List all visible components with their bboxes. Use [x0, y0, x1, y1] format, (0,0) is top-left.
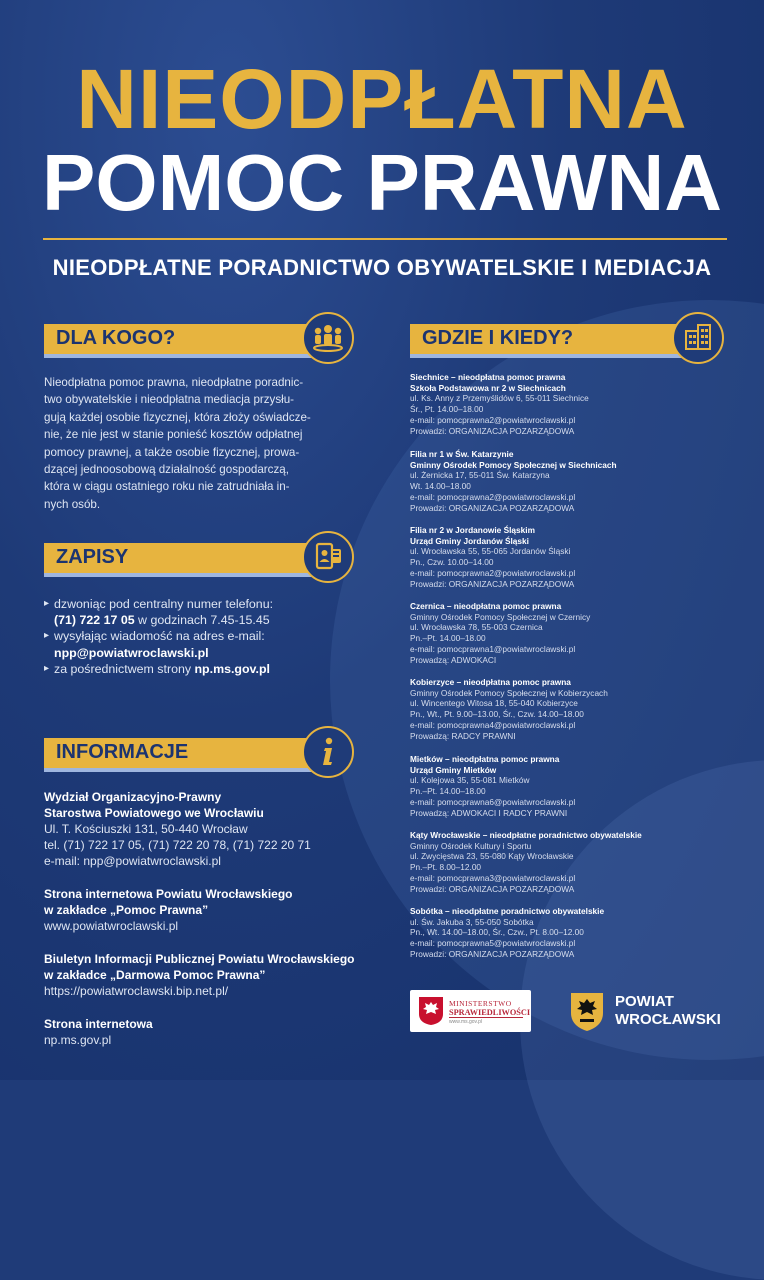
section-gdzie-header [410, 324, 728, 358]
list-item [44, 596, 344, 628]
ministry-name-line1: MINISTERSTWO [449, 999, 512, 1008]
info-url: np.ms.gov.pl [44, 1033, 112, 1047]
location-line: Prowadzi: ORGANIZACJA POZARZĄDOWA [410, 948, 575, 959]
section-title: GDZIE I KIEDY? [422, 327, 574, 349]
location-title: Gminny Ośrodek Pomocy Społecznej w Siechnicach [410, 459, 617, 470]
email-address: npp@powiatwroclawski.pl [54, 645, 209, 660]
location-title: Urząd Gminy Jordanów Śląski [410, 535, 529, 546]
location-sobotka [410, 906, 710, 960]
website-link: np.ms.gov.pl [194, 661, 270, 676]
text: dzwoniąc pod centralny numer telefonu: [54, 597, 274, 611]
location-line: e-mail: pomocprawna4@powiatwroclawski.pl [410, 719, 576, 730]
text: wysyłając wiadomość na adres e-mail: [54, 629, 265, 644]
section-informacje-header [44, 738, 358, 772]
section-title: INFORMACJE [56, 741, 189, 763]
people-group-icon [302, 312, 354, 364]
text-line: pomocy prawnej, a także osobie fizycznej, prowa- [44, 445, 300, 459]
info-title: Strona internetowa [44, 1017, 153, 1031]
info-title: Strona internetowa Powiatu Wrocławskiego [44, 887, 293, 901]
location-title: Filia nr 1 w Św. Katarzynie [410, 449, 514, 459]
location-line: ul. Żernicka 17, 55-011 Św. Katarzyna [410, 470, 550, 481]
location-line: Pn., Czw. 10.00–14.00 [410, 557, 494, 568]
location-line: Prowadzi: ORGANIZACJA POZARZĄDOWA [410, 578, 575, 589]
text: za pośrednictwem strony [54, 661, 195, 676]
location-line: Pn., Wt., Pt. 9.00–13.00, Śr., Czw. 14.00–18.00 [410, 709, 584, 720]
info-title: w zakładce „Pomoc Prawna” [44, 903, 209, 917]
location-title: Kobierzyce – nieodpłatna pomoc prawna [410, 677, 571, 687]
list-item [44, 628, 344, 660]
info-title: Biuletyn Informacji Publicznej Powiatu Wrocławskiego [44, 952, 355, 966]
location-line: Prowadzą: ADWOKACI I RADCY PRAWNI [410, 807, 568, 818]
location-line: e-mail: pomocprawna5@powiatwroclawski.pl [410, 938, 576, 949]
powiat-name-line2: WROCŁAWSKI [615, 1011, 721, 1028]
section-title: ZAPISY [56, 546, 129, 568]
text-line: dzącej jednoosobową działalność gospodarczą, [44, 463, 289, 477]
location-title: Filia nr 2 w Jordanowie Śląskim [410, 525, 535, 535]
location-line: e-mail: pomocprawna6@powiatwroclawski.pl [410, 796, 576, 807]
location-title: Szkoła Podstawowa nr 2 w Siechnicach [410, 382, 566, 393]
info-block-bip [44, 951, 364, 999]
ministry-name-line2: SPRAWIEDLIWOŚCI [449, 1008, 531, 1017]
location-title: Mietków – nieodpłatna pomoc prawna [410, 754, 560, 764]
location-sw-katarzyna [410, 449, 710, 513]
location-title: Czernica – nieodpłatna pomoc prawna [410, 601, 562, 611]
location-jordanow [410, 525, 710, 589]
location-line: ul. Wrocławska 78, 55-003 Czernica [410, 622, 543, 633]
dla-kogo-text [44, 374, 356, 513]
zapisy-list [44, 596, 344, 677]
powiat-crest-icon [570, 992, 604, 1032]
location-line: ul. Wrocławska 55, 55-065 Jordanów Śląski [410, 546, 571, 557]
ministry-of-justice-logo [410, 990, 531, 1032]
powiat-name-line1: POWIAT [615, 993, 674, 1010]
informacje-content [44, 789, 364, 1065]
location-line: Prowadzą: RADCY PRAWNI [410, 730, 516, 741]
info-block-website [44, 886, 364, 934]
location-line: ul. Św. Jakuba 3, 55-050 Sobótka [410, 916, 534, 927]
location-line: e-mail: pomocprawna2@powiatwroclawski.pl [410, 567, 576, 578]
location-line: Gminny Ośrodek Kultury i Sportu [410, 840, 532, 851]
location-line: ul. Kolejowa 35, 55-081 Mietków [410, 775, 530, 786]
info-block-office [44, 789, 364, 869]
location-line: Pn.–Pt. 8.00–12.00 [410, 862, 482, 873]
phone-contact-icon [302, 531, 354, 583]
ministry-url: www.ms.gov.pl [449, 1019, 482, 1025]
buildings-icon [672, 312, 724, 364]
info-title: Starostwa Powiatowego we Wrocławiu [44, 806, 264, 820]
subtitle: NIEODPŁATNE PORADNICTWO OBYWATELSKIE I MEDIACJA [52, 255, 712, 280]
info-icon [302, 726, 354, 778]
powiat-wroclawski-logo [570, 990, 740, 1034]
info-address: Ul. T. Kościuszki 131, 50-440 Wrocław [44, 822, 248, 836]
section-zapisy-header [44, 543, 358, 577]
location-kobierzyce [410, 677, 710, 741]
text-line: nie, że nie jest w stanie ponieść kosztów odpłatnej [44, 428, 303, 442]
title-divider [43, 238, 727, 240]
location-line: e-mail: pomocprawna2@powiatwroclawski.pl [410, 491, 576, 502]
location-line: Wt. 14.00–18.00 [410, 481, 471, 492]
location-katy [410, 830, 710, 894]
location-line: Pn., Wt. 14.00–18.00, Śr., Czw., Pt. 8.00–12.00 [410, 927, 584, 938]
text-line: gują każdej osobie fizycznej, która złoży oświadcze- [44, 410, 311, 424]
ministry-divider [449, 1017, 523, 1018]
list-item [44, 661, 344, 677]
location-title: Sobótka – nieodpłatne poradnictwo obywatelskie [410, 906, 605, 916]
title-line2: POMOC PRAWNA [42, 138, 722, 227]
polish-eagle-icon [418, 996, 444, 1026]
location-line: Gminny Ośrodek Pomocy Społecznej w Czernicy [410, 611, 591, 622]
location-line: Prowadzi: ORGANIZACJA POZARZĄDOWA [410, 425, 575, 436]
location-line: e-mail: pomocprawna1@powiatwroclawski.pl [410, 643, 576, 654]
location-line: Prowadzi: ORGANIZACJA POZARZĄDOWA [410, 883, 575, 894]
text-line: two obywatelskie i nieodpłatna mediacja przysłu- [44, 393, 295, 407]
hours-text: w godzinach 7.45-15.45 [134, 613, 270, 628]
location-czernica [410, 601, 710, 665]
text-line: która w ciągu ostatniego roku nie zatrudniała in- [44, 480, 290, 494]
location-title: Siechnice – nieodpłatna pomoc prawna [410, 372, 566, 382]
info-email: e-mail: npp@powiatwroclawski.pl [44, 854, 221, 868]
location-line: Pn.–Pt. 14.00–18.00 [410, 786, 486, 797]
section-dla-kogo-header [44, 324, 358, 358]
info-block-ms [44, 1016, 364, 1048]
info-phone: tel. (71) 722 17 05, (71) 722 20 78, (71) 722 20 71 [44, 838, 311, 852]
location-line: Pn.–Pt. 14.00–18.00 [410, 633, 486, 644]
location-line: ul. Wincentego Witosa 18, 55-040 Kobierzyce [410, 698, 578, 709]
info-url: www.powiatwroclawski.pl [44, 919, 179, 933]
location-line: Śr., Pt. 14.00–18.00 [410, 404, 484, 415]
location-mietkow [410, 754, 710, 818]
location-title: Kąty Wrocławskie – nieodpłatne poradnictwo obywatelskie [410, 830, 642, 840]
text-line: nych osób. [44, 497, 101, 511]
phone-number: (71) 722 17 05 [54, 613, 135, 628]
location-line: ul. Ks. Anny z Przemyślidów 6, 55-011 Siechnice [410, 393, 589, 404]
location-siechnice [410, 372, 710, 436]
location-line: ul. Zwycięstwa 23, 55-080 Kąty Wrocławskie [410, 851, 574, 862]
location-line: Prowadzą: ADWOKACI [410, 654, 497, 665]
location-line: Prowadzi: ORGANIZACJA POZARZĄDOWA [410, 502, 575, 513]
info-title: Wydział Organizacyjno-Prawny [44, 790, 222, 804]
location-line: e-mail: pomocprawna3@powiatwroclawski.pl [410, 872, 576, 883]
location-line: Gminny Ośrodek Pomocy Społecznej w Kobierzycach [410, 687, 608, 698]
location-title: Urząd Gminy Mietków [410, 764, 497, 775]
section-title: DLA KOGO? [56, 327, 176, 349]
info-title: w zakładce „Darmowa Pomoc Prawna” [44, 968, 266, 982]
title-line1: NIEODPŁATNA [76, 52, 688, 146]
text-line: Nieodpłatna pomoc prawna, nieodpłatne poradnic- [44, 376, 304, 389]
info-url: https://powiatwroclawski.bip.net.pl/ [44, 984, 229, 998]
location-line: e-mail: pomocprawna2@powiatwroclawski.pl [410, 414, 576, 425]
